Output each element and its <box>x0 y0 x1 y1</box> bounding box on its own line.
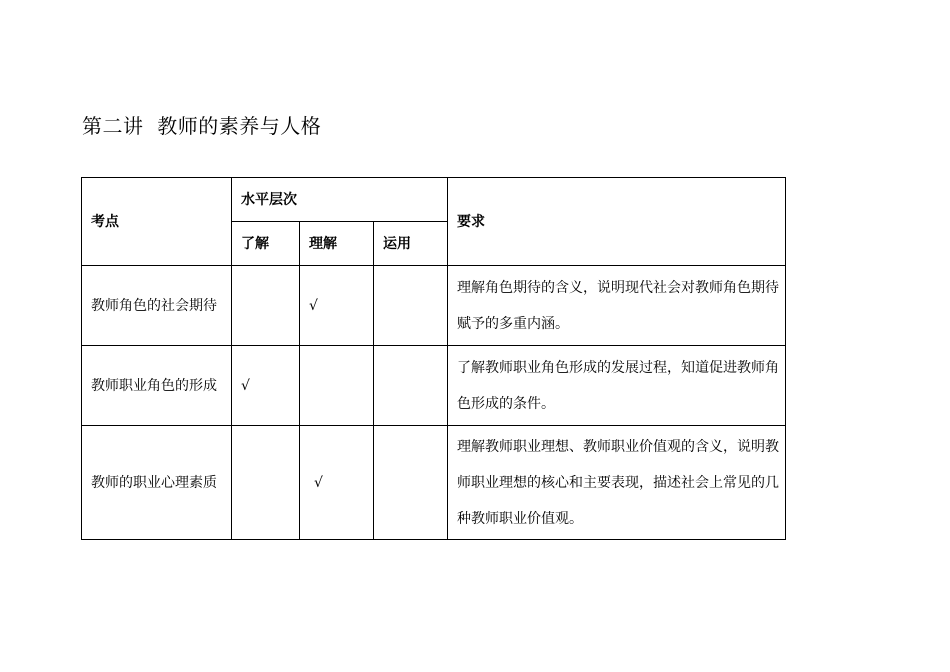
level-cell-understand-basic <box>232 266 300 346</box>
header-point: 考点 <box>82 178 232 266</box>
check-mark: √ <box>300 266 374 346</box>
check-mark: √ <box>300 426 374 540</box>
header-level-group: 水平层次 <box>232 178 448 222</box>
level-cell-apply <box>374 346 448 426</box>
header-level-comprehend: 理解 <box>300 222 374 266</box>
header-level-apply: 运用 <box>374 222 448 266</box>
level-cell-comprehend <box>300 346 374 426</box>
row-requirement: 理解角色期待的含义，说明现代社会对教师角色期待赋予的多重内涵。 <box>448 266 786 346</box>
row-point: 教师角色的社会期待 <box>82 266 232 346</box>
check-mark: √ <box>232 346 300 426</box>
table-row <box>82 266 786 346</box>
header-requirement: 要求 <box>448 178 786 266</box>
syllabus-table <box>81 177 786 540</box>
table-row <box>82 346 786 426</box>
level-cell-understand-basic <box>232 426 300 540</box>
row-point: 教师的职业心理素质 <box>82 426 232 540</box>
row-requirement: 理解教师职业理想、教师职业价值观的含义，说明教师职业理想的核心和主要表现，描述社会上常见的几种教师职业价值观。 <box>448 426 786 540</box>
header-level-understand-basic: 了解 <box>232 222 300 266</box>
table-row <box>82 426 786 540</box>
level-cell-apply <box>374 426 448 540</box>
table-header-row <box>82 178 786 222</box>
page-title: 第二讲 教师的素养与人格 <box>82 114 322 138</box>
row-requirement: 了解教师职业角色形成的发展过程，知道促进教师角色形成的条件。 <box>448 346 786 426</box>
level-cell-apply <box>374 266 448 346</box>
row-point: 教师职业角色的形成 <box>82 346 232 426</box>
